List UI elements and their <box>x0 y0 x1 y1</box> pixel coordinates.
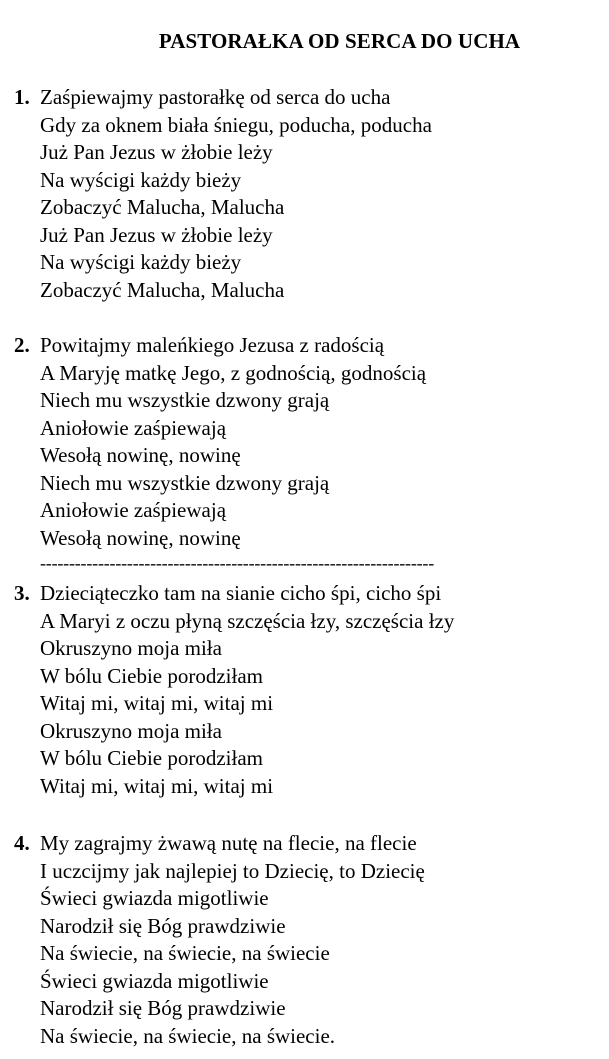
verse-line: Narodził się Bóg prawdziwie <box>40 913 286 938</box>
verse-lines <box>40 580 604 800</box>
verse-line: Na świecie, na świecie, na świecie <box>40 941 330 965</box>
verse-line: Niech mu wszystkie dzwony grają <box>40 388 330 412</box>
verse-4 <box>14 830 604 1050</box>
verse-line: Narodził się Bóg prawdziwie <box>40 996 286 1020</box>
verse-line: Zaśpiewajmy pastorałkę od serca do ucha <box>40 85 391 109</box>
verse-line: Wesołą nowinę, nowinę <box>40 525 241 550</box>
verse-lines <box>40 84 604 304</box>
verse-line: Już Pan Jezus w żłobie leży <box>40 222 273 247</box>
verse-line: My zagrajmy żwawą nutę na flecie, na flecie <box>40 831 417 855</box>
verse-line: Niech mu wszystkie dzwony grają <box>40 470 330 495</box>
verse-line: Na wyścigi każdy bieży <box>40 250 242 274</box>
verse-line: W bólu Ciebie porodziłam <box>40 663 263 688</box>
verse-lines <box>40 332 604 552</box>
verse-line: Zobaczyć Malucha, Malucha <box>40 195 285 219</box>
verse-line: Na wyścigi każdy bieży <box>40 167 242 192</box>
page-title: PASTORAŁKA OD SERCA DO UCHA <box>158 29 521 53</box>
verse-line: Na świecie, na świecie, na świecie. <box>40 1023 336 1048</box>
verse-line: Witaj mi, witaj mi, witaj mi <box>40 691 274 715</box>
verse-lines <box>40 830 604 1050</box>
verse-line: Wesołą nowinę, nowinę <box>40 443 241 467</box>
verse-line: Zobaczyć Malucha, Malucha <box>40 277 285 302</box>
verse-2 <box>14 332 604 552</box>
verse-3 <box>14 580 604 800</box>
verse-line: Świeci gwiazda migotliwie <box>40 886 269 910</box>
verse-line: Witaj mi, witaj mi, witaj mi <box>40 773 274 798</box>
verse-line: Aniołowie zaśpiewają <box>40 498 227 522</box>
verse-line: A Maryję matkę Jego, z godnością, godnością <box>40 360 427 385</box>
verse-number: 2. <box>14 333 30 357</box>
verse-line: Już Pan Jezus w żłobie leży <box>40 140 273 164</box>
verse-line: A Maryi z oczu płyną szczęścia łzy, szczęścia łzy <box>40 608 455 633</box>
verse-line: Dzieciąteczko tam na sianie cicho śpi, cicho śpi <box>40 581 442 605</box>
verse-line: I uczcijmy jak najlepiej to Dziecię, to Dziecię <box>40 858 425 883</box>
verse-line: Powitajmy maleńkiego Jezusa z radością <box>40 333 385 357</box>
verse-line: Okruszyno moja miła <box>40 636 222 660</box>
verse-number: 3. <box>14 581 30 605</box>
verse-line: Okruszyno moja miła <box>40 718 222 743</box>
verse-1 <box>14 84 604 304</box>
section-divider: -------------------------------------------------------------------- <box>40 553 435 573</box>
verse-number: 1. <box>14 85 30 109</box>
verse-line: W bólu Ciebie porodziłam <box>40 746 263 770</box>
verse-line: Gdy za oknem biała śniegu, poducha, poducha <box>40 112 432 137</box>
verse-number: 4. <box>14 831 30 855</box>
verse-line: Świeci gwiazda migotliwie <box>40 968 269 993</box>
verse-line: Aniołowie zaśpiewają <box>40 415 227 440</box>
